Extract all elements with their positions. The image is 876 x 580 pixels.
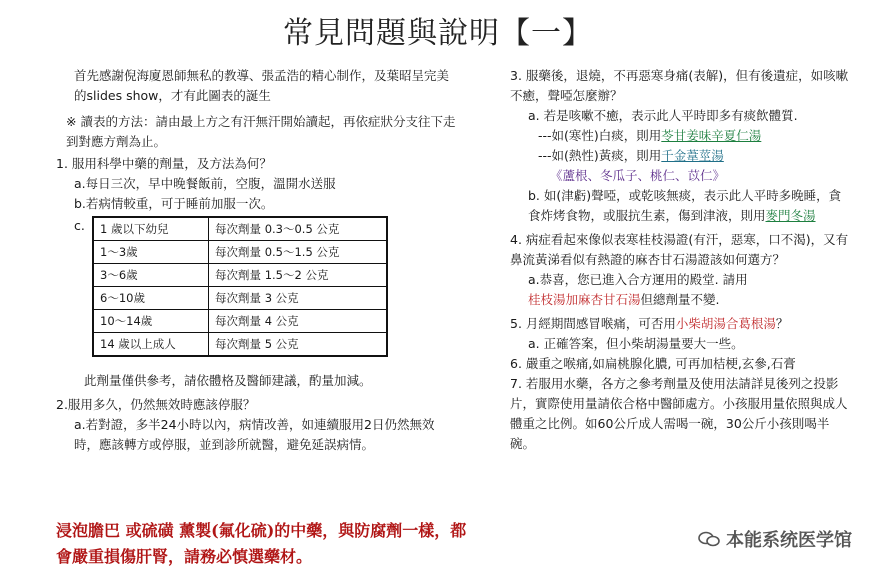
hot-formula-link: 千金葦莖湯 — [661, 148, 724, 163]
question-4: 4. 病症看起來像似表寒桂枝湯證(有汗，惡寒，口不渴)，又有鼻流黃涕看似有熱證的麻杏甘石湯證該如何選方？ — [510, 232, 849, 267]
answer-4a-tail: 但總劑量不變. — [640, 292, 720, 307]
age-cell: 14 歲以上成人 — [93, 333, 209, 357]
answer-3b-formula-link: 麥門冬湯 — [765, 208, 816, 223]
note-7: 7. 若服用水藥，各方之參考劑量及使用法請詳見後列之投影片，實際使用量請依合格中醫師處方。小孩服用量依照與成人體重之比例。如60公斤成人需喝一碗，30公斤小孩則喝半碗。 — [510, 376, 848, 451]
question-2: 2.服用多久，仍然無效時應該停服？ — [56, 397, 256, 412]
dose-note: 此劑量僅供參考，請依體格及醫師建議，酌量加減。 — [84, 373, 372, 388]
usage-note: ※ 讀表的方法：請由最上方之有汗無汗開始讀起，再依症狀分支往下走到對應方劑為止。 — [66, 114, 456, 149]
age-cell: 1 歲以下幼兒 — [93, 217, 209, 241]
answer-1b: b.若病情較重，可于睡前加服一次。 — [74, 196, 274, 211]
right-column — [510, 66, 850, 454]
answer-3b-text: b. 如(津虧)聲啞，或乾咳無痰，表示此人平時多晚睡，貪食炸烤食物，或服抗生素，傷到津液，則用 — [528, 188, 842, 223]
watermark-text: 本能系统医学馆 — [726, 530, 852, 551]
dose-table — [92, 216, 388, 357]
age-cell: 6～10歲 — [93, 287, 209, 310]
age-cell: 1～3歲 — [93, 241, 209, 264]
hot-herbs: 《蘆根、冬瓜子、桃仁、苡仁》 — [550, 168, 726, 183]
question-1: 1. 服用科學中藥的劑量，及方法為何？ — [56, 156, 272, 171]
dose-cell: 每次劑量 4 公克 — [209, 310, 387, 333]
question-5-text: 5. 月經期間感冒喉痛，可否用 — [510, 316, 676, 331]
question-5-formula: 小柴胡湯合葛根湯 — [675, 316, 776, 331]
intro-text: 首先感謝倪海廈恩師無私的教導、張孟浩的精心制作，及葉昭呈完美的slides show，才有此圖表的誕生 — [74, 68, 450, 103]
age-cell: 10～14歲 — [93, 310, 209, 333]
answer-4a-formula: 桂枝湯加麻杏甘石湯 — [528, 292, 641, 307]
dose-cell: 每次劑量 0.5～1.5 公克 — [209, 241, 387, 264]
answer-3a-cold — [510, 126, 850, 146]
dose-cell: 每次劑量 3 公克 — [209, 287, 387, 310]
answer-1a: a.每日三次，早中晚餐飯前，空腹，溫開水送服 — [74, 176, 336, 191]
left-column — [56, 66, 456, 455]
table-row — [93, 333, 387, 357]
cold-prefix: ---如(寒性)白痰，則用 — [538, 128, 662, 143]
dose-cell: 每次劑量 5 公克 — [209, 333, 387, 357]
note-6: 6. 嚴重之喉痛,如扁桃腺化膿, 可再加桔梗,玄參,石膏 — [510, 356, 796, 371]
age-cell: 3～6歲 — [93, 264, 209, 287]
answer-5a: a. 正確答案，但小柴胡湯量要大一些。 — [528, 336, 744, 351]
watermark — [698, 526, 852, 552]
question-3: 3. 服藥後，退燒，不再惡寒身痛(表解)，但有後遺症，如咳嗽不癒，聲啞怎麼辦？ — [510, 68, 849, 103]
warning-note: 浸泡膽巴 或硫磺 薰製(氟化硫)的中藥，與防腐劑一樣，都會嚴重損傷肝腎，請務必慎選藥材。 — [56, 521, 467, 566]
answer-4a — [510, 270, 850, 310]
table-row — [93, 241, 387, 264]
table-row — [93, 287, 387, 310]
answer-1c-label: c. — [74, 218, 85, 233]
dose-block — [56, 216, 456, 357]
answer-3a: a. 若是咳嗽不癒，表示此人平時即多有痰飲體質. — [528, 108, 798, 123]
question-5 — [510, 314, 850, 334]
hot-prefix: ---如(熱性)黃痰，則用 — [538, 148, 662, 163]
wechat-icon — [698, 531, 720, 547]
dose-cell: 每次劑量 0.3～0.5 公克 — [209, 217, 387, 241]
answer-3a-hot — [510, 146, 850, 166]
dose-cell: 每次劑量 1.5～2 公克 — [209, 264, 387, 287]
answer-4a-text: a.恭喜，您已進入合方運用的殿堂. 請用 — [528, 272, 748, 287]
answer-2a: a.若對證，多半24小時以內，病情改善，如連續服用2日仍然無效時，應該轉方或停服，並到診所就醫，避免延誤病情。 — [74, 417, 435, 452]
table-row — [93, 264, 387, 287]
table-row — [93, 310, 387, 333]
question-5-tail: ？ — [775, 316, 789, 331]
page-title: 常見問題與說明【一】 — [283, 16, 593, 51]
answer-3b — [510, 186, 850, 226]
table-row — [93, 217, 387, 241]
cold-formula-link: 苓甘姜味辛夏仁湯 — [661, 128, 762, 143]
